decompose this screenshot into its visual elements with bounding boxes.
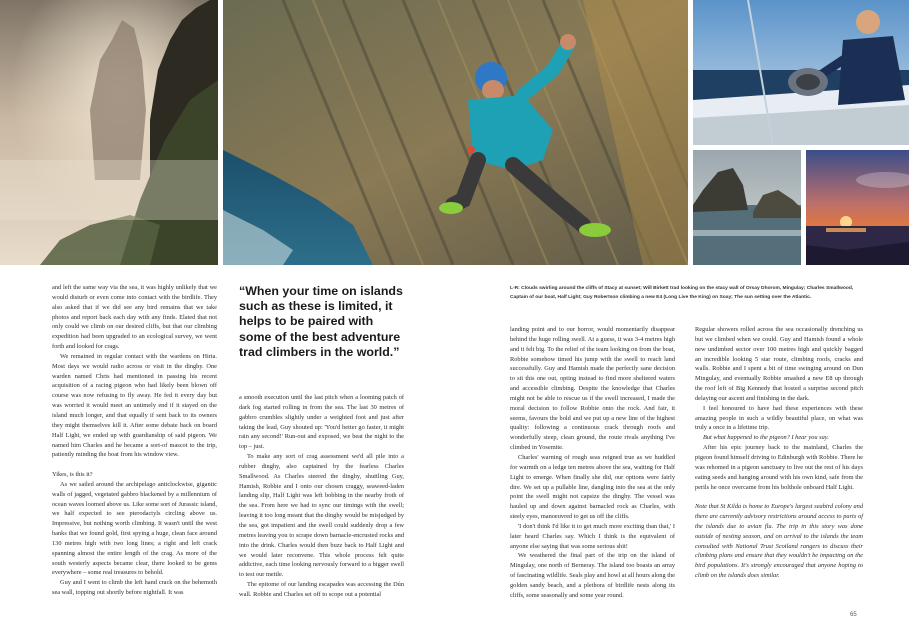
paragraph: Charles' warning of rough seas reigned true as we huddled for warmth on a ledge ten metres above the sea, waiting for Half Light to emerge. When finally she did, our options were fairly dire. We set up a pullable line, dangling into the sea at the only point the swell might not capsize the dinghy. The vessel was hauled up and down against barnacled rock as Charles, with steely eyes, manoeuvred to get us off the cliffs. (510, 453, 675, 521)
article-column-4 (695, 325, 863, 581)
paragraph: 'I don't think I'd like it to get much more exciting than that,' I later heard Charles say. Which I think is the equivalent of anyone else saying that was some serious shit! (510, 522, 675, 550)
paragraph: To make any sort of crag assessment we'd all pile into a rubber dinghy, also captained by the fearless Charles Smallwood. As Charles steered the dinghy, shuttling Guy, Hamish, Robbie and I onto our chosen craggy, seaweed-laden landing slip, Half Light was left bobbing in the nearby froth of the sea. From here we had to sync our timings with the swell; leaving it too long meant that the dinghy would be misjudged by the sea, got impatient and the swell could suddenly drop a few metres leaving you to scrape down barnacle-encrusted rocks and into the drink. Charles would then buzz back to Half Light and we would later reconvene. This whole process felt quite addictive, each time looking nervously forward to a bigger swell to test our mettle. (239, 453, 404, 579)
photo-caption: L-R: Clouds swirling around the cliffs of Stacy at sunset; Will Birkett trad looking on the stacy wall of Orsay Dhorom, Mingulay; Charles Smallwood, Captain of our boat, Half Light; Guy Robertson climbing a new E4 (Long Live the King) on Soay; The sun setting over the Atlantic. (510, 286, 854, 300)
paragraph: I feel honoured to have had these experiences with these amazing people in such a wildly beautiful place, on what was truly a once in a lifetime trip. (695, 404, 863, 432)
paragraph: Regular showers rolled across the sea occasionally drenching us but we climbed when we could. Guy and Hamish found a whole new undimbed sector over 100 metres high and quickly bagged an incredible looking 5 star route, climbing roofs, cracks and walls. Robbie and I spent a bit of time swinging around on Dun Mingulay, and eventually Robbie smashed a new E8 up through the roof left of Big Kennedy that hosted a surprise second pitch delaying our ascent and finishing in the dark. (695, 326, 863, 402)
pull-quote: “When your time on islands such as these is limited, it helps to be paired with some of the best adventure trad climbers in the world.” (239, 284, 403, 359)
paragraph: a smooth execution until the last pitch when a looming patch of dark fog started rolling in from the sea. The last 30 metres of gabbro crumbles slightly under a weighted foot and just after taking the lead, Guy shouted up: 'You'd better go faster, it might rain any second!' Run-out and exposed, we beat the night to the top – just. (239, 394, 404, 451)
photo-boat-captain (693, 0, 909, 145)
photo-climber-on-sea-cliff (223, 0, 688, 265)
page-number: 65 (850, 612, 857, 618)
paragraph: landing point and to our horror, would momentarily disappear behind the huge rolling swell. At a guess, it was 3-4 metres high and it felt big. To the relief of the team looking on from the boat, Robbie somehow timed his jump with the swell to reach land successfully. Guy and Hamish made the perfectly sane decision to sit this one out, opting instead to find more sheltered waters and accessible climbing. Despite the knowledge that Charles might not be able to rescue us if the swell increased, I made the moral decision to follow Robbie onto the rock. And fair, it seems, favours the bold and we put up a new line of the highest quality: following a continuous crack through roofs and wonderfully steep, clean ground, the route rivals anything I've climbed in Yosemite. (510, 326, 675, 452)
article-column-2 (239, 393, 404, 600)
article-column-3 (510, 325, 675, 601)
paragraph: But what happened to the pigeon? I hear you say. (703, 434, 829, 442)
access-note: Note that St Kilda is home to Europe's largest seabird colony and there are currently advisory restrictions around access to parts of the islands due to avian flu. The trip in this story was done outside of nesting season, and on arrival to the islands the team consulted with National Trust Scotland rangers to discuss their climbing plans and ensure that they wouldn't be impacting on the bird populations. It's strongly encouraged that anyone hoping to climb on the islands does similar. (695, 503, 863, 580)
subheading: Yikes, is this it? (52, 471, 93, 479)
paragraph: We weathered the final part of the trip on the island of Mingulay, one north of Berneray. The island too boasts an array of fascinating wildlife. Seals play and howl at all hours along the golden sandy beach, and a plethora of birdlife nests along its cliffs, some seasonally and some year round. (510, 552, 675, 599)
photo-sea-stacks-mist (0, 0, 218, 265)
article-column-1 (52, 283, 217, 598)
paragraph: As we sailed around the archipelago anticlockwise, gigantic walls of jagged, vegetated gabbro blackened by a millennium of ocean waves loomed above us. Like some sort of Jurassic island, we half expected to see pterodactyls circling above us. Impressive, but nothing worth climbing. It wasn't until the west banks that we found gold, first spying a huge, clean face around 130 metres high with two long lines; a right and left crack spanning almost the entire length of the crag. As more of the south westerly aspects became clear, there looked to be gems everywhere – some real treasures to behold. (52, 480, 217, 577)
paragraph: After his epic journey back to the mainland, Charles the pigeon found himself driving to Edinburgh with Robbie. There he was rehomed in a pigeon sanctuary to live out the rest of his days eating seeds and hanging around with his own kind, safe from the perils he once overcame from his bolthole onboard Half Light. (695, 444, 863, 491)
paragraph: We remained in regular contact with the wardens on Hirta. Most days we would radio across or visit in the dinghy. One warden named Chris had mentioned in passing his recent acquisition of a racing pigeon who had likely been blown off course was now refusing to fly away. He fed it every day but was worried it would meet an untimely end if it stayed on the island much longer, and that equally if sent back to its owners they might themselves kill it. After some debate back on board Half Light, we ended up with guardianship of said pigeon. We named him Charles and he became a sort-of mascot to the trip, patiently minding the boat from his window view. (52, 352, 217, 459)
photo-rocky-islets (693, 150, 801, 265)
paragraph: and left the same way via the sea, it was highly unlikely that we would disturb or even come into contact with the birdlife. They also asked that if we did see any bird remains that we take photos and report back each day with any finds. Elated that not only could we climb on our desired cliffs, but that our climbing expedition had been upgraded to an ecological survey, we went forth and looked for crags. (52, 284, 217, 351)
paragraph: The epitome of our landing escapades was accessing the Dún wall. Robbie and Charles set off to scope out a potential (239, 581, 404, 598)
paragraph: Guy and I went to climb the left hand crack on the behemoth sea wall, topping out shortly before nightfall. It was (52, 579, 217, 597)
photo-atlantic-sunset (806, 150, 909, 265)
